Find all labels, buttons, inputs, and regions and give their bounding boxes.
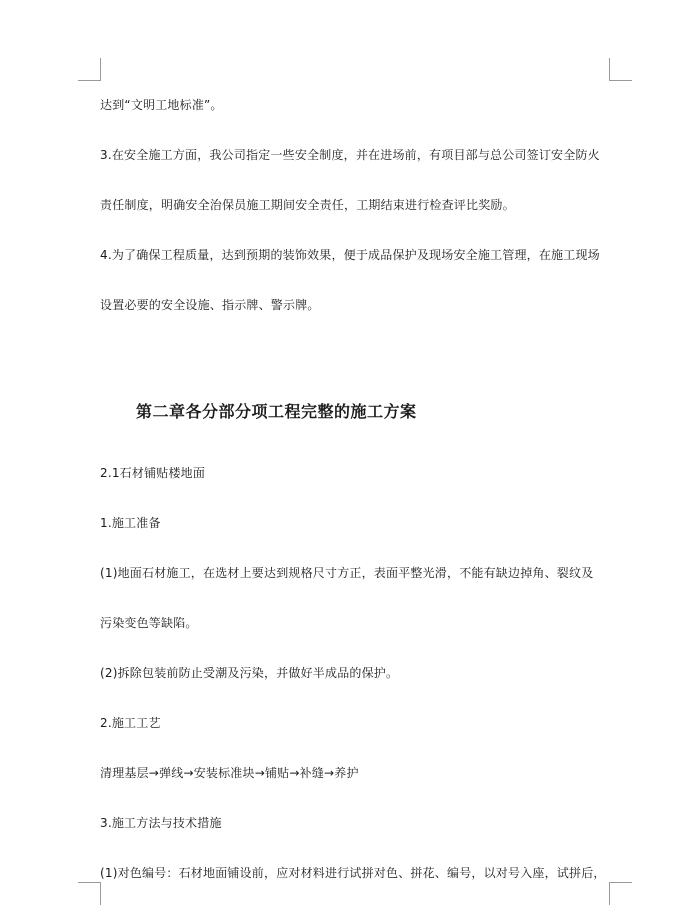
process-flow-line: 清理基层→弹线→安装标准块→铺贴→补缝→养护: [100, 766, 359, 780]
paragraph-line: (2)拆除包装前防止受潮及污染，并做好半成品的保护。: [100, 666, 399, 680]
crop-mark-top-right: [609, 58, 632, 81]
subsection-title: 1.施工准备: [100, 516, 161, 530]
chapter-heading: 第二章各分部分项工程完整的施工方案: [136, 402, 417, 421]
paragraph-line: 达到“文明工地标准”。: [100, 98, 223, 112]
paragraph-line: 设置必要的安全设施、指示牌、警示牌。: [100, 298, 320, 312]
paragraph-line: 3.在安全施工方面，我公司指定一些安全制度，并在进场前，有项目部与总公司签订安全防火: [100, 148, 600, 162]
paragraph-line: (1)对色编号：石材地面铺设前，应对材料进行试拼对色、拼花、编号，以对号入座，试拼后，: [100, 866, 606, 880]
section-title: 2.1石材铺贴楼地面: [100, 466, 206, 480]
paragraph-line: (1)地面石材施工，在选材上要达到规格尺寸方正，表面平整光滑，不能有缺边掉角、裂纹及: [100, 566, 594, 580]
subsection-title: 2.施工工艺: [100, 716, 161, 730]
paragraph-line: 污染变色等缺陷。: [100, 616, 198, 630]
subsection-title: 3.施工方法与技术措施: [100, 816, 222, 830]
paragraph-line: 4.为了确保工程质量，达到预期的装饰效果，便于成品保护及现场安全施工管理，在施工现场: [100, 248, 600, 262]
crop-mark-bottom-left: [78, 882, 101, 905]
crop-mark-top-left: [78, 58, 101, 81]
crop-mark-bottom-right: [609, 882, 632, 905]
paragraph-line: 责任制度，明确安全治保员施工期间安全责任，工期结束进行检查评比奖励。: [100, 198, 515, 212]
